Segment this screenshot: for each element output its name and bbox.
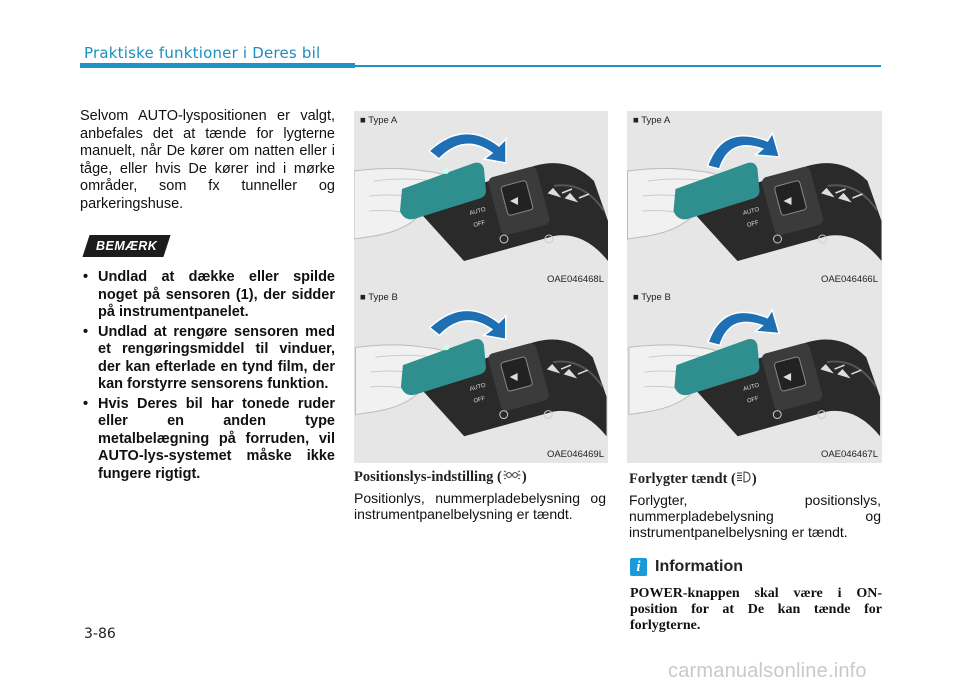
watermark: carmanualsonline.info xyxy=(668,660,867,682)
lever-illustration xyxy=(354,111,608,288)
note-item: • Undlad at dække eller spilde noget på sensoren (1), der sidder på instrumentpanelet. xyxy=(83,269,335,320)
lever-illustration xyxy=(354,288,608,463)
information-box xyxy=(630,558,882,634)
note-label: BEMÆRK xyxy=(96,239,158,253)
info-text: POWER-knappen skal være i ON-position for at De kan tænde for forlygterne. xyxy=(630,586,882,633)
figure-position-type-a: ■ Type A OAE046468L xyxy=(354,111,608,288)
figure-headlight-type-a: ■ Type A OAE046466L xyxy=(627,111,882,288)
section-header-title: Praktiske funktioner i Deres bil xyxy=(84,44,321,62)
figure-code: OAE046468L xyxy=(546,274,604,285)
info-icon: i xyxy=(630,558,647,576)
figure-code: OAE046466L xyxy=(820,274,878,285)
headlight-section-body: Forlygter, positionslys, nummerpladebelysning og instrumentpanelbelysning er tændt. xyxy=(629,492,881,540)
position-light-icon xyxy=(502,468,522,487)
left-column xyxy=(80,108,335,485)
headlight-section-title: Forlygter tændt ( ) xyxy=(629,470,757,489)
note-list xyxy=(80,269,335,483)
figure-code: OAE046469L xyxy=(546,449,604,460)
position-section-title: Positionslys-indstilling ( ) xyxy=(354,468,527,487)
info-label: Information xyxy=(655,558,743,575)
figure-headlight-type-b: ■ Type B OAE046467L xyxy=(627,288,882,463)
note-item: • Undlad at rengøre sensoren med et rengøringsmiddel til vinduer, der kan efterlade en tynd film, der kan forstyrre sensorens funktion. xyxy=(83,323,335,392)
lever-illustration xyxy=(627,111,882,288)
figure-position-type-b: ■ Type B OAE046469L xyxy=(354,288,608,463)
headlight-icon xyxy=(736,470,752,489)
note-badge xyxy=(82,235,170,257)
figure-code: OAE046467L xyxy=(820,449,878,460)
lever-illustration xyxy=(627,288,882,463)
header-bar-thick xyxy=(80,63,355,68)
position-section-body: Positionlys, nummerpladebelysning og instrumentpanelbelysning er tændt. xyxy=(354,490,606,522)
header-bar-thin xyxy=(355,65,881,67)
page-number: 3-86 xyxy=(84,626,116,642)
intro-paragraph: Selvom AUTO-lyspositionen er valgt, anbefales det at tænde for lygterne manuelt, når De kører om natten eller i tåge, eller hvis De kører ind i mørke områder, som fx tunneller og parkeringshuse. xyxy=(80,108,335,212)
note-item: • Hvis Deres bil har tonede ruder eller en anden type metalbelægning på forruden, vil AUTO-lys-systemet måske ikke fungere rigtigt. xyxy=(83,395,335,482)
